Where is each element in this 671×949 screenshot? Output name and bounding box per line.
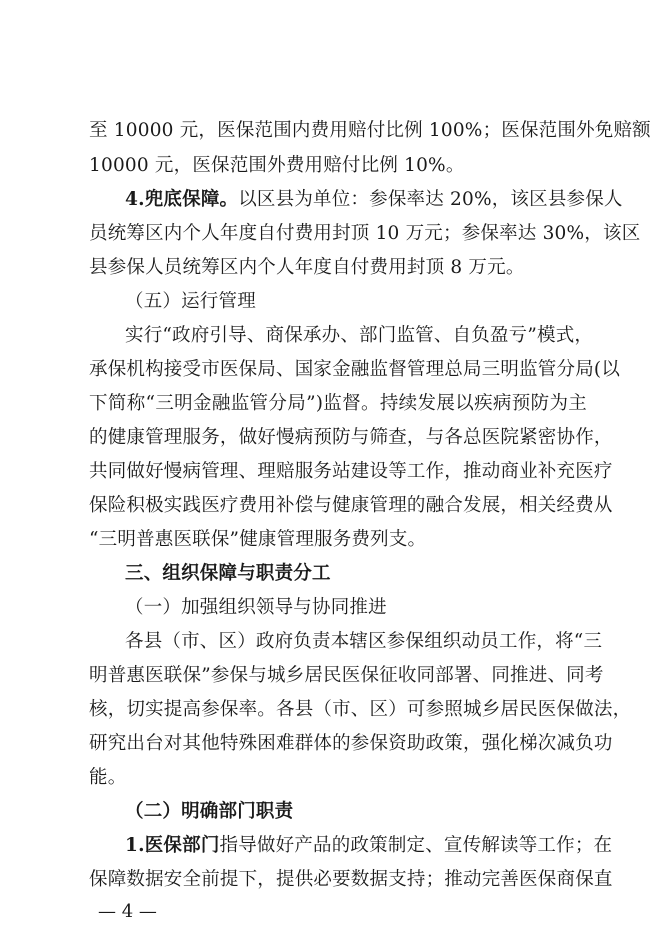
bold-lead: 4.兜底保障。: [125, 189, 239, 210]
text-line: [125, 188, 623, 212]
section-heading: （五）运行管理: [125, 291, 256, 312]
text-line: 保障数据安全前提下，提供必要数据支持；推动完善医保商保直: [89, 869, 613, 890]
text-line: “三明普惠医联保”健康管理服务费列支。: [89, 529, 427, 550]
text-line: 下简称“三明金融监管分局”)监督。持续发展以疾病预防为主: [89, 393, 587, 414]
text-line: 明普惠医联保”参保与城乡居民医保征收同部署、同推进、同考: [89, 665, 604, 686]
text-line: 核，切实提高参保率。各县（市、区）可参照城乡居民医保做法，: [89, 699, 632, 720]
text-line: 实行“政府引导、商保承办、部门监管、自负盈亏”模式，: [125, 325, 594, 346]
text-line: 承保机构接受市医保局、国家金融监督管理总局三明监管分局(以: [89, 359, 621, 380]
section-heading: （一）加强组织领导与协同推进: [125, 597, 387, 618]
chapter-heading: 三、组织保障与职责分工: [125, 563, 331, 584]
text-span: 以区县为单位：参保率达 20%，该区县参保人: [238, 189, 623, 210]
text-line: 至 10000 元，医保范围内费用赔付比例 100%；医保范围外免赔额: [89, 120, 651, 141]
text-line: 县参保人员统筹区内个人年度自付费用封顶 8 万元。: [89, 257, 525, 278]
text-line: 保险积极实践医疗费用补偿与健康管理的融合发展，相关经费从: [89, 495, 613, 516]
text-line: 能。: [89, 767, 127, 788]
text-line: 研究出台对其他特殊困难群体的参保资助政策，强化梯次减负功: [89, 733, 613, 754]
text-line: [125, 834, 613, 858]
text-line: 10000 元，医保范围外费用赔付比例 10%。: [89, 155, 465, 176]
text-span: 指导做好产品的政策制定、宣传解读等工作；在: [219, 835, 613, 856]
page-number: — 4 —: [98, 901, 157, 922]
bold-lead: 1.医保部门: [125, 835, 220, 856]
section-heading: （二）明确部门职责: [125, 801, 294, 822]
text-line: 各县（市、区）政府负责本辖区参保组织动员工作，将“三: [125, 631, 603, 652]
text-line: 共同做好慢病管理、理赔服务站建设等工作，推动商业补充医疗: [89, 461, 613, 482]
text-line: 的健康管理服务，做好慢病预防与筛查，与各总医院紧密协作，: [89, 427, 613, 448]
text-line: 员统筹区内个人年度自付费用封顶 10 万元；参保率达 30%，该区: [89, 223, 641, 244]
